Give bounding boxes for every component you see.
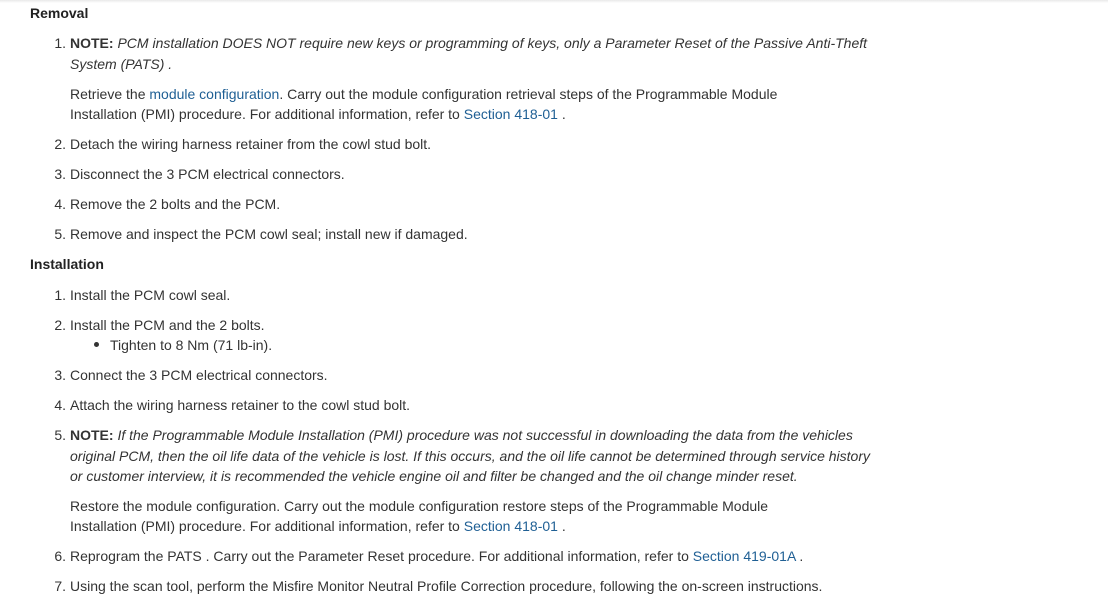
para-text: . <box>557 106 566 122</box>
step-number: 7. <box>54 578 66 594</box>
note-text: PCM installation DOES NOT require new keys or programming of keys, only a Parameter Reset of the Passive Anti-Theft <box>117 35 868 51</box>
note-line <box>70 425 853 446</box>
step-number: 1. <box>54 287 66 303</box>
top-shadow <box>0 0 1108 3</box>
para-text: Retrieve the <box>70 86 150 102</box>
step-number: 2. <box>54 317 66 333</box>
step-text <box>70 546 803 567</box>
bullet-text: Tighten to 8 Nm (71 lb-in). <box>110 337 273 353</box>
step-text: Detach the wiring harness retainer from the cowl stud bolt. <box>70 136 432 152</box>
step-number: 5. <box>54 226 66 242</box>
step-text: Connect the 3 PCM electrical connectors. <box>70 367 328 383</box>
note-text: If the Programmable Module Installation (PMI) procedure was not successful in downloading the data from the vehicles <box>117 427 853 443</box>
module-configuration-link[interactable]: module configuration <box>149 86 280 102</box>
para-text: Reprogram the PATS . Carry out the Parameter Reset procedure. For additional information, refer to <box>70 548 693 564</box>
step-text: Install the PCM and the 2 bolts. <box>70 317 265 333</box>
step-paragraph <box>70 516 566 537</box>
step-paragraph: Restore the module configuration. Carry out the module configuration restore steps of the Programmable Module <box>70 498 769 514</box>
step-number: 4. <box>54 397 66 413</box>
para-text: Installation (PMI) procedure. For additional information, refer to <box>70 518 464 534</box>
note-line: or customer interview, it is recommended the vehicle engine oil and filter be changed and the oil change minder reset. <box>70 468 798 484</box>
step-number: 3. <box>54 166 66 182</box>
note-line: System (PATS) . <box>70 56 173 72</box>
para-text: . Carry out the module configuration retrieval steps of the Programmable Module <box>279 86 778 102</box>
step-text: Install the PCM cowl seal. <box>70 287 231 303</box>
step-text: Disconnect the 3 PCM electrical connectors. <box>70 166 345 182</box>
step-number: 1. <box>54 35 66 51</box>
note-line <box>70 33 867 54</box>
installation-heading: Installation <box>30 256 104 272</box>
step-number: 5. <box>54 427 66 443</box>
step-paragraph <box>70 104 566 125</box>
step-text: Attach the wiring harness retainer to the cowl stud bolt. <box>70 397 411 413</box>
note-line: original PCM, then the oil life data of the vehicle is lost. If this occurs, and the oil life cannot be determined through service history <box>70 448 870 464</box>
para-text: Installation (PMI) procedure. For additional information, refer to <box>70 106 464 122</box>
note-label: NOTE: <box>70 35 114 51</box>
step-paragraph <box>70 84 777 105</box>
section-419-01a-link[interactable]: Section 419-01A <box>692 548 796 564</box>
para-text: . <box>557 518 566 534</box>
removal-heading: Removal <box>30 5 89 21</box>
section-418-01-link[interactable]: Section 418-01 <box>463 106 558 122</box>
section-418-01-link[interactable]: Section 418-01 <box>463 518 558 534</box>
step-text: Using the scan tool, perform the Misfire Monitor Neutral Profile Correction procedure, following the on-screen instructions. <box>70 578 823 594</box>
step-text: Remove the 2 bolts and the PCM. <box>70 196 281 212</box>
para-text: . <box>795 548 804 564</box>
step-number: 3. <box>54 367 66 383</box>
bullet-marker <box>94 342 99 347</box>
step-number: 2. <box>54 136 66 152</box>
step-number: 4. <box>54 196 66 212</box>
step-number: 6. <box>54 548 66 564</box>
note-label: NOTE: <box>70 427 114 443</box>
step-text: Remove and inspect the PCM cowl seal; install new if damaged. <box>70 226 468 242</box>
